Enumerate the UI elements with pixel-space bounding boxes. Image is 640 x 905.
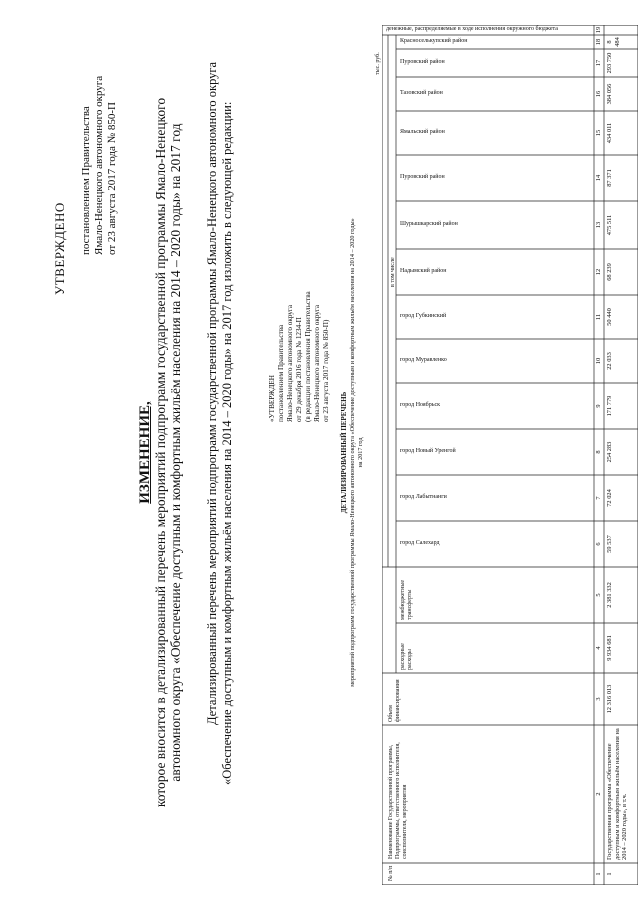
column-number: 13 [595, 221, 602, 229]
column-header: город Губкинский [400, 313, 447, 319]
main-paragraph: Детализированный перечень мероприятий подпрограмм государственной программы Ямало-Ненецкого автономного округа «Обеспечение доступным и комфортным жильём населения на 2014 – 2020 годы» на 2017 год изложить в следующей редакции: [205, 61, 234, 785]
column-header: денежные, распределяемые в ходе исполнения окружного бюджета [386, 26, 558, 32]
column-number: 9 [595, 404, 602, 408]
column-number: 8 [595, 450, 602, 454]
stamp-line: Ямало-Ненецкого автономного округа [313, 304, 321, 422]
column-header: Красноселькупский район [400, 38, 468, 44]
row-value: 87 371 [606, 169, 613, 187]
column-number: 11 [595, 313, 602, 321]
column-number: 14 [595, 174, 602, 182]
column-number: 19 [595, 26, 602, 34]
stamp-line: «УТВЕРЖДЕН [268, 375, 276, 422]
change-title: ИЗМЕНЕНИЕ, [137, 401, 153, 504]
column-header: город Муравленко [400, 357, 447, 363]
column-header: город Ноябрьск [400, 402, 441, 408]
column-header: Ямальский район [400, 129, 445, 135]
column-number: 16 [595, 90, 602, 98]
row-value: 22 033 [606, 352, 613, 370]
row-value: 59 537 [606, 535, 613, 553]
stamp-line: (в редакции постановления Правительства [304, 291, 312, 422]
column-number: 17 [595, 59, 602, 67]
stamp-line: постановлением Правительства [277, 324, 285, 422]
row-value: 50 440 [606, 308, 613, 326]
table-title: ДЕТАЛИЗИРОВАННЫЙ ПЕРЕЧЕНЬ [340, 391, 348, 514]
column-header: Пуровский район [400, 59, 445, 65]
column-number: 5 [595, 593, 602, 597]
column-header: № п/п [388, 865, 394, 881]
column-header: Надымский район [400, 268, 447, 274]
stamp-line: от 23 августа 2017 года № 850-П) [322, 319, 330, 422]
row-value: 384 056 [606, 83, 613, 105]
table-heading [340, 0, 365, 905]
row-value: 12 316 013 [606, 684, 613, 714]
group-label: в том числе [390, 257, 396, 287]
approval-decree [80, 0, 119, 255]
column-header: Наименование Государственной программы, Подпрограммы, ответственного исполнителя, соисполнителя, мероприятия [388, 742, 408, 859]
row-value: 254 283 [606, 441, 613, 463]
decree-line: от 23 августа 2017 года № 850-П [106, 102, 118, 255]
column-number: 6 [595, 542, 602, 546]
row-value: 2 381 332 [606, 582, 613, 608]
data-table [382, 25, 638, 885]
row-value: 475 511 [606, 214, 613, 236]
row-value: 9 934 681 [606, 635, 613, 661]
column-number: 10 [595, 357, 602, 365]
row-name: Государственная программа «Обеспечение доступным и комфортным жильём населения на 2014 – 2020 годы», в т.ч. [606, 728, 628, 860]
column-header: город Салехард [400, 540, 440, 546]
column-header: расходные расходы [400, 643, 413, 670]
column-header: Тазовский район [400, 90, 443, 96]
row-value: 434 011 [606, 122, 613, 144]
table-subtitle: мероприятий подпрограмм государственной программы Ямало-Ненецкого автономного округа «Обеспечение доступным и комфортным жильём населения на 2014 – 2020 годы» [349, 218, 356, 687]
decree-line: постановлением Правительства [80, 106, 92, 255]
column-header: Шурышкарский район [400, 221, 458, 227]
column-header: город Новый Уренгой [400, 448, 456, 454]
row-value: 293 750 [606, 52, 613, 74]
stamp-line: Ямало-Ненецкого автономного округа [286, 304, 294, 422]
column-number: 7 [595, 496, 602, 500]
column-header: межбюджетные трансферты [400, 579, 413, 620]
approval-title: УТВЕРЖДЕНО [52, 202, 67, 295]
column-header: Объем финансирования [388, 679, 401, 722]
decree-line: Ямало-Ненецкого автономного округа [93, 75, 105, 255]
stamp-line: от 29 декабря 2016 года № 1234-П [295, 317, 303, 422]
column-number: 18 [595, 38, 602, 46]
row-value: 68 239 [606, 263, 613, 281]
column-number: 12 [595, 268, 602, 276]
row-value: 8 484 [606, 37, 621, 47]
table-year: на 2017 год [357, 437, 364, 468]
unit-label: тыс. руб. [375, 52, 381, 75]
column-number: 2 [595, 792, 602, 796]
column-header: Пуровский район [400, 174, 445, 180]
row-number: 1 [606, 872, 613, 876]
row-value: 72 024 [606, 489, 613, 507]
column-number: 3 [595, 697, 602, 701]
column-number: 15 [595, 129, 602, 137]
column-number: 1 [595, 872, 602, 876]
column-header: город Лабытнанги [400, 494, 447, 500]
intro-text: которое вносится в детализированный перечень мероприятий подпрограмм государственной программы Ямало-Ненецкого автономного округа «Обеспечение доступным и комфортным жильём населения на 2014 – 2020 годы» на 2017 год [153, 97, 183, 808]
column-number: 4 [595, 646, 602, 650]
row-value: 171 779 [606, 395, 613, 417]
approval-stamp [268, 291, 331, 422]
